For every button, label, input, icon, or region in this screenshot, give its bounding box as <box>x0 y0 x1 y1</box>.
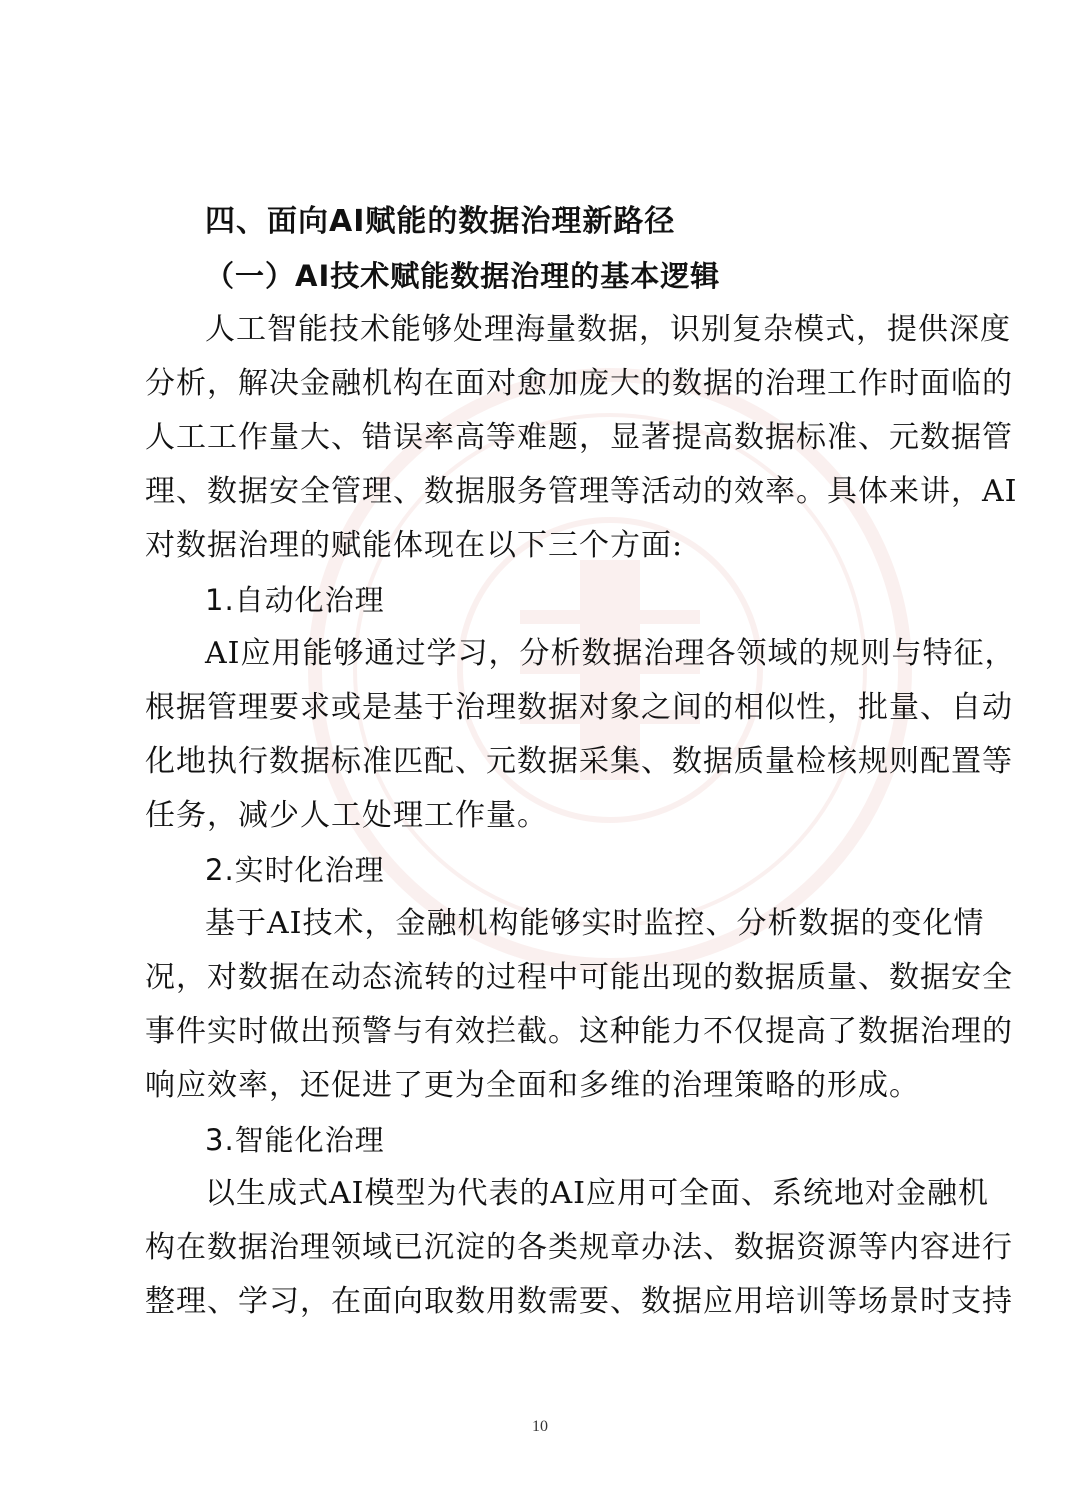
item-heading: 1.自动化治理 <box>205 583 385 617</box>
paragraph-line: 根据管理要求或是基于治理数据对象之间的相似性，批量、自动 <box>145 690 1013 725</box>
paragraph-line: 构在数据治理领域已沉淀的各类规章办法、数据资源等内容进行 <box>145 1230 1013 1265</box>
section-heading: 四、面向AI赋能的数据治理新路径 <box>205 204 676 239</box>
paragraph-line: 任务，减少人工处理工作量。 <box>145 798 548 833</box>
paragraph-line: 化地执行数据标准匹配、元数据采集、数据质量检核规则配置等 <box>145 744 1013 779</box>
paragraph-line: 基于AI技术，金融机构能够实时监控、分析数据的变化情 <box>205 906 985 941</box>
item-heading: 2.实时化治理 <box>205 853 385 887</box>
paragraph-line: 事件实时做出预警与有效拦截。这种能力不仅提高了数据治理的 <box>145 1014 1013 1049</box>
paragraph-line: AI应用能够通过学习，分析数据治理各领域的规则与特征， <box>205 636 1016 671</box>
page-number: 10 <box>532 1418 548 1435</box>
paragraph-line: 响应效率，还促进了更为全面和多维的治理策略的形成。 <box>145 1068 920 1103</box>
document-body <box>145 195 1018 1329</box>
paragraph-line: 分析，解决金融机构在面对愈加庞大的数据的治理工作时面临的 <box>145 366 1013 401</box>
paragraph-line: 人工工作量大、错误率高等难题，显著提高数据标准、元数据管 <box>145 420 1013 455</box>
paragraph-line: 况，对数据在动态流转的过程中可能出现的数据质量、数据安全 <box>145 960 1013 995</box>
item-heading: 3.智能化治理 <box>205 1123 385 1157</box>
subsection-heading: （一）AI技术赋能数据治理的基本逻辑 <box>205 259 721 293</box>
paragraph-line: 人工智能技术能够处理海量数据，识别复杂模式，提供深度 <box>205 312 1011 347</box>
paragraph-line: 以生成式AI模型为代表的AI应用可全面、系统地对金融机 <box>205 1176 990 1211</box>
paragraph-line: 整理、学习，在面向取数用数需要、数据应用培训等场景时支持 <box>145 1284 1013 1319</box>
paragraph-line: 理、数据安全管理、数据服务管理等活动的效率。具体来讲，AI <box>145 474 1018 509</box>
paragraph-line: 对数据治理的赋能体现在以下三个方面: <box>145 528 684 563</box>
